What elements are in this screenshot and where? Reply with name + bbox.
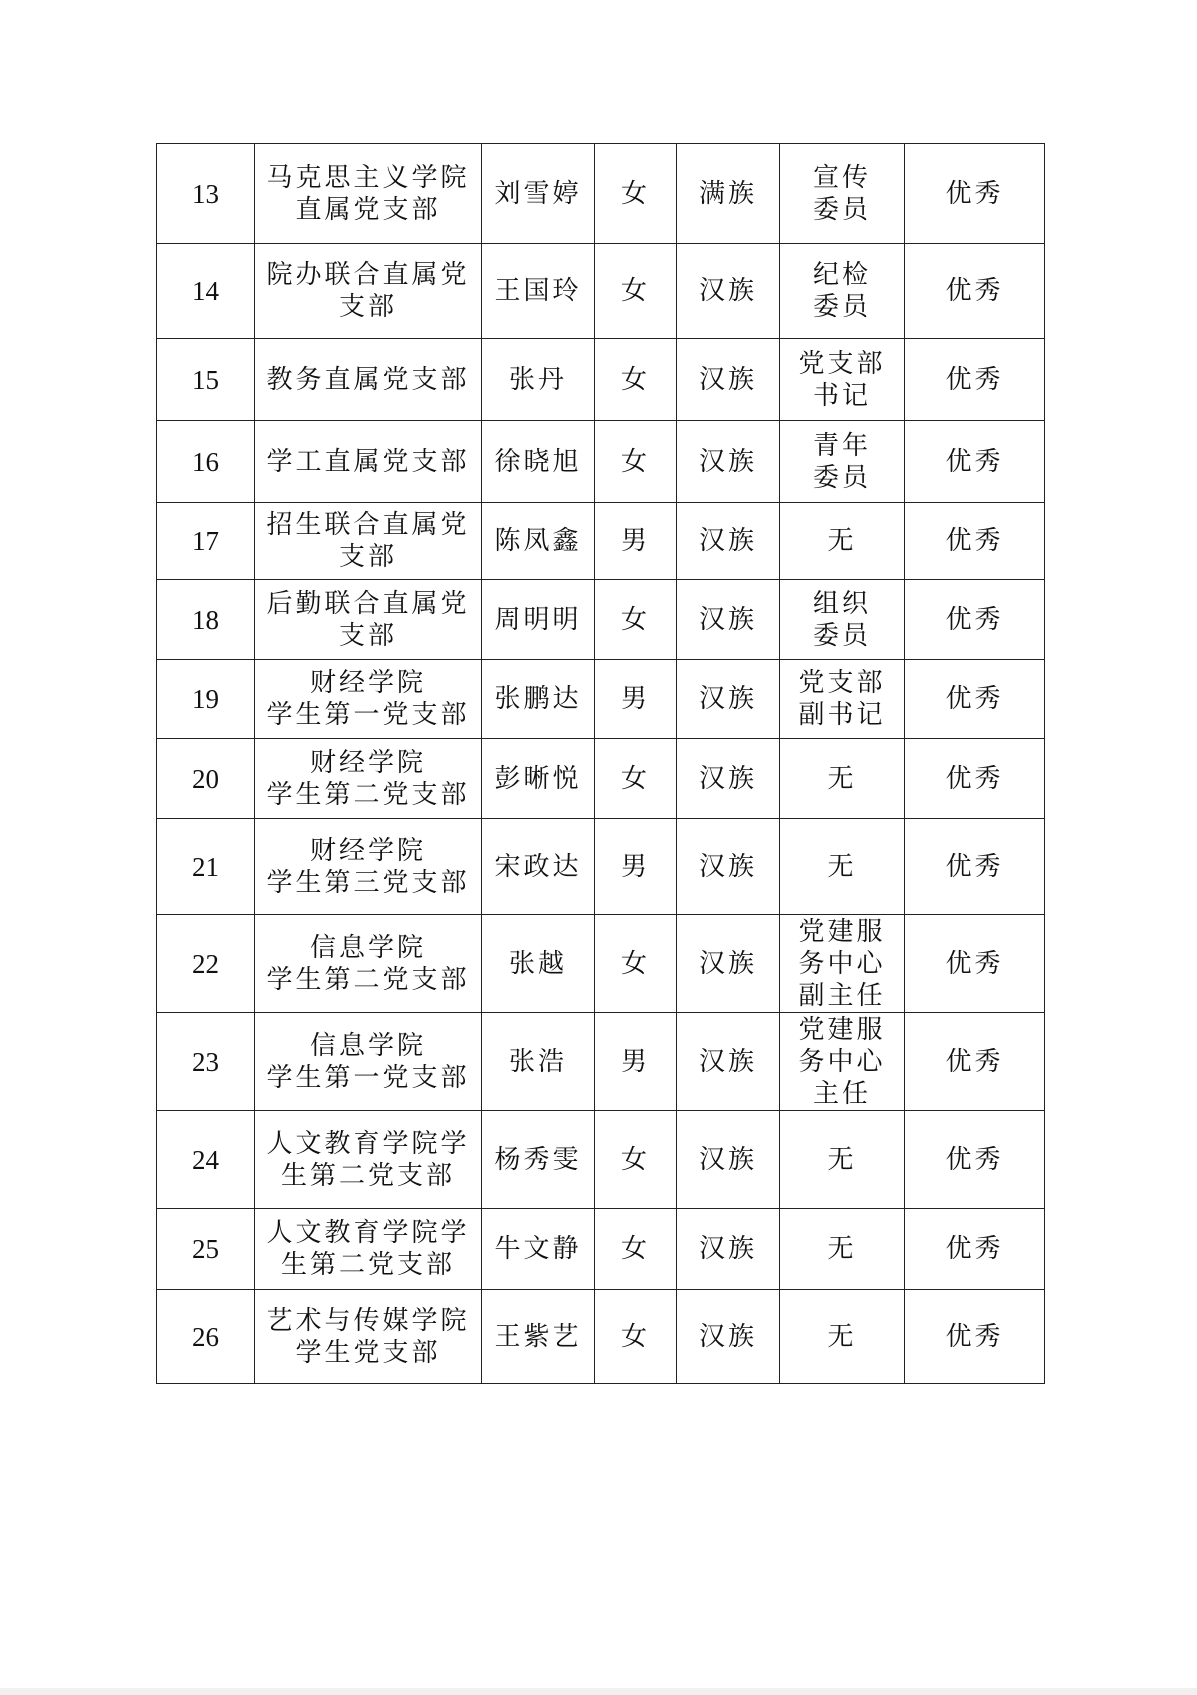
party-position: 纪检 委员 — [780, 244, 905, 339]
table-row — [157, 244, 1045, 339]
evaluation-rating: 优秀 — [905, 915, 1045, 1013]
party-position: 无 — [780, 819, 905, 915]
ethnicity: 汉族 — [677, 580, 780, 660]
gender: 女 — [595, 339, 677, 421]
evaluation-rating: 优秀 — [905, 503, 1045, 580]
table-row — [157, 421, 1045, 503]
row-number: 22 — [157, 915, 255, 1013]
row-number: 21 — [157, 819, 255, 915]
table-row — [157, 580, 1045, 660]
row-number: 14 — [157, 244, 255, 339]
ethnicity: 汉族 — [677, 660, 780, 739]
ethnicity: 汉族 — [677, 915, 780, 1013]
row-number: 15 — [157, 339, 255, 421]
gender: 女 — [595, 1209, 677, 1290]
table-row — [157, 503, 1045, 580]
member-name: 牛文静 — [482, 1209, 595, 1290]
row-number: 24 — [157, 1111, 255, 1209]
table-row — [157, 660, 1045, 739]
gender: 女 — [595, 1111, 677, 1209]
table-row — [157, 339, 1045, 421]
member-name: 张越 — [482, 915, 595, 1013]
party-branch: 学工直属党支部 — [255, 421, 482, 503]
member-name: 杨秀雯 — [482, 1111, 595, 1209]
party-branch: 财经学院 学生第一党支部 — [255, 660, 482, 739]
party-position: 组织 委员 — [780, 580, 905, 660]
member-name: 王国玲 — [482, 244, 595, 339]
ethnicity: 汉族 — [677, 1013, 780, 1111]
party-branch: 教务直属党支部 — [255, 339, 482, 421]
party-position: 青年 委员 — [780, 421, 905, 503]
member-name: 刘雪婷 — [482, 144, 595, 244]
row-number: 19 — [157, 660, 255, 739]
party-position: 党建服 务中心 副主任 — [780, 915, 905, 1013]
evaluation-rating: 优秀 — [905, 739, 1045, 819]
row-number: 20 — [157, 739, 255, 819]
gender: 女 — [595, 244, 677, 339]
evaluation-rating: 优秀 — [905, 1013, 1045, 1111]
party-position: 无 — [780, 739, 905, 819]
table-row — [157, 819, 1045, 915]
gender: 男 — [595, 503, 677, 580]
evaluation-rating: 优秀 — [905, 1111, 1045, 1209]
member-name: 宋政达 — [482, 819, 595, 915]
evaluation-rating: 优秀 — [905, 144, 1045, 244]
party-branch: 院办联合直属党 支部 — [255, 244, 482, 339]
evaluation-rating: 优秀 — [905, 1290, 1045, 1384]
party-branch: 马克思主义学院 直属党支部 — [255, 144, 482, 244]
gender: 男 — [595, 660, 677, 739]
member-name: 周明明 — [482, 580, 595, 660]
ethnicity: 汉族 — [677, 819, 780, 915]
table-row — [157, 1111, 1045, 1209]
table-row — [157, 1209, 1045, 1290]
ethnicity: 汉族 — [677, 739, 780, 819]
gender: 女 — [595, 1290, 677, 1384]
member-name: 陈凤鑫 — [482, 503, 595, 580]
party-branch: 人文教育学院学 生第二党支部 — [255, 1111, 482, 1209]
ethnicity: 汉族 — [677, 244, 780, 339]
ethnicity: 汉族 — [677, 1290, 780, 1384]
table-row — [157, 144, 1045, 244]
evaluation-rating: 优秀 — [905, 339, 1045, 421]
party-branch: 后勤联合直属党 支部 — [255, 580, 482, 660]
party-position: 党支部 书记 — [780, 339, 905, 421]
party-position: 无 — [780, 1209, 905, 1290]
row-number: 13 — [157, 144, 255, 244]
ethnicity: 汉族 — [677, 339, 780, 421]
gender: 男 — [595, 1013, 677, 1111]
gender: 女 — [595, 739, 677, 819]
party-position: 党建服 务中心 主任 — [780, 1013, 905, 1111]
table-row — [157, 1013, 1045, 1111]
gender: 女 — [595, 144, 677, 244]
party-position: 无 — [780, 503, 905, 580]
party-position: 无 — [780, 1290, 905, 1384]
ethnicity: 汉族 — [677, 503, 780, 580]
gender: 男 — [595, 819, 677, 915]
party-branch: 人文教育学院学 生第二党支部 — [255, 1209, 482, 1290]
evaluation-rating: 优秀 — [905, 421, 1045, 503]
table-row — [157, 915, 1045, 1013]
member-name: 王紫艺 — [482, 1290, 595, 1384]
row-number: 16 — [157, 421, 255, 503]
row-number: 26 — [157, 1290, 255, 1384]
member-name: 张浩 — [482, 1013, 595, 1111]
party-position: 无 — [780, 1111, 905, 1209]
evaluation-rating: 优秀 — [905, 819, 1045, 915]
party-branch: 财经学院 学生第二党支部 — [255, 739, 482, 819]
party-branch: 招生联合直属党 支部 — [255, 503, 482, 580]
table-row — [157, 739, 1045, 819]
gender: 女 — [595, 915, 677, 1013]
page-bottom-edge — [0, 1688, 1197, 1695]
gender: 女 — [595, 580, 677, 660]
party-branch: 信息学院 学生第二党支部 — [255, 915, 482, 1013]
evaluation-rating: 优秀 — [905, 1209, 1045, 1290]
table-row — [157, 1290, 1045, 1384]
ethnicity: 汉族 — [677, 1111, 780, 1209]
evaluation-rating: 优秀 — [905, 660, 1045, 739]
roster-table — [156, 143, 1045, 1384]
ethnicity: 汉族 — [677, 1209, 780, 1290]
ethnicity: 满族 — [677, 144, 780, 244]
party-position: 宣传 委员 — [780, 144, 905, 244]
party-branch: 信息学院 学生第一党支部 — [255, 1013, 482, 1111]
row-number: 18 — [157, 580, 255, 660]
member-name: 徐晓旭 — [482, 421, 595, 503]
member-name: 张鹏达 — [482, 660, 595, 739]
evaluation-rating: 优秀 — [905, 580, 1045, 660]
row-number: 23 — [157, 1013, 255, 1111]
party-branch: 艺术与传媒学院 学生党支部 — [255, 1290, 482, 1384]
party-position: 党支部 副书记 — [780, 660, 905, 739]
row-number: 17 — [157, 503, 255, 580]
party-branch: 财经学院 学生第三党支部 — [255, 819, 482, 915]
member-name: 张丹 — [482, 339, 595, 421]
member-name: 彭晰悦 — [482, 739, 595, 819]
evaluation-rating: 优秀 — [905, 244, 1045, 339]
gender: 女 — [595, 421, 677, 503]
row-number: 25 — [157, 1209, 255, 1290]
ethnicity: 汉族 — [677, 421, 780, 503]
